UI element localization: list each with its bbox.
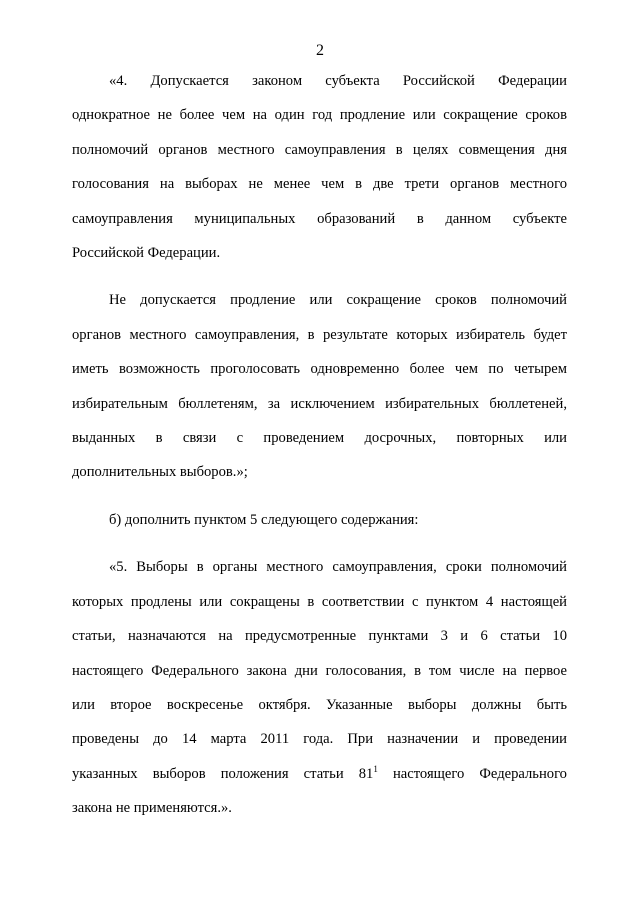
text-line: которых продлены или сокращены в соответствии с пунктом 4 настоящей <box>72 593 567 610</box>
paragraph-spacer <box>72 490 567 503</box>
paragraph-item-5-definition <box>72 550 567 825</box>
paragraph-prohibition <box>72 283 567 489</box>
text-line: закона не применяются.». <box>72 800 232 817</box>
text-line: настоящего Федерального закона дни голосования, в том числе на первое <box>72 662 567 679</box>
paragraph-spacer <box>72 270 567 283</box>
paragraph-item-4-definition <box>72 64 567 270</box>
text-fragment: указанных выборов положения статьи 81 <box>72 765 374 782</box>
text-line: дополнительных выборов.»; <box>72 464 248 481</box>
text-line: однократное не более чем на один год продление или сокращение сроков <box>72 107 567 124</box>
text-line: Российской Федерации. <box>72 245 221 262</box>
text-line-with-superscript <box>72 757 567 791</box>
text-line: органов местного самоуправления, в результате которых избиратель будет <box>72 326 567 343</box>
text-line: выданных в связи с проведением досрочных, повторных или <box>72 430 567 447</box>
text-line: Не допускается продление или сокращение сроков полномочий <box>109 292 567 309</box>
text-line: статьи, назначаются на предусмотренные пунктами 3 и 6 статьи 10 <box>72 628 567 645</box>
superscript-article-index: 1 <box>373 763 378 774</box>
text-line: голосования на выборах не менее чем в две трети органов местного <box>72 176 567 193</box>
text-line: «5. Выборы в органы местного самоуправления, сроки полномочий <box>109 559 567 576</box>
text-line: избирательным бюллетеням, за исключением избирательных бюллетеней, <box>72 395 567 412</box>
text-fragment: настоящего Федерального <box>377 765 567 782</box>
text-line: б) дополнить пунктом 5 следующего содержания: <box>109 511 419 528</box>
paragraph-spacer <box>72 537 567 550</box>
paragraph-amendment-b <box>72 503 567 537</box>
text-line: иметь возможность проголосовать одновременно более чем по четырем <box>72 361 567 378</box>
page-number: 2 <box>316 42 324 59</box>
text-line: проведены до 14 марта 2011 года. При назначении и проведении <box>72 731 567 748</box>
text-line: самоуправления муниципальных образований в данном субъекте <box>72 210 567 227</box>
text-line: «4. Допускается законом субъекта Российской Федерации <box>109 73 567 89</box>
text-line: или второе воскресенье октября. Указанные выборы должны быть <box>72 696 567 713</box>
text-line: полномочий органов местного самоуправления в целях совмещения дня <box>72 141 567 158</box>
document-body <box>72 64 567 826</box>
